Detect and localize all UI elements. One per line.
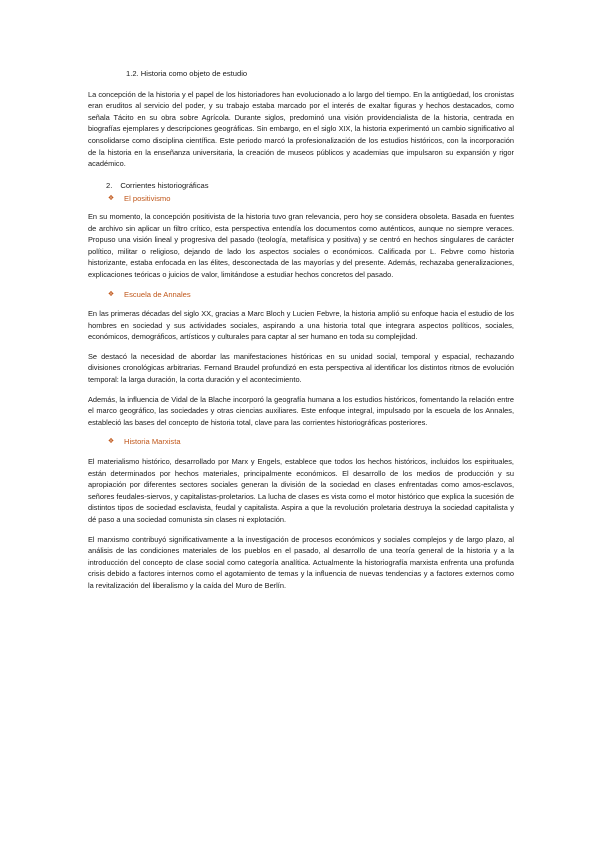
document-body xyxy=(88,68,514,600)
diamond-bullet-icon: ❖ xyxy=(107,195,115,203)
heading-marxista xyxy=(106,436,514,448)
paragraph-positivismo: En su momento, la concepción positivista de la historia tuvo gran relevancia, pero hoy se considera obsoleta. Basada en fuentes de archivo sin aplicar un filtro crítico, esta perspectiva entendía los documentos como auténticos, aunque no siempre veraces. Propuso una visión lineal y progresiva del pasado (teología, metafísica y positiva) y se centró en hechos singulares de carácter político, militar o religioso, dejando de lado los aspectos sociales o económicos. Calificada por L. Febvre como historia historizante, estaba enfocada en las élites, desconectada de las mayorías y del presente. Además, rechazaba generalizaciones, explicaciones teóricas o juicios de valor, limitándose a estudiar hechos concretos del pasado. xyxy=(88,211,514,279)
paragraph-historia-objeto: La concepción de la historia y el papel de los historiadores han evolucionado a lo largo del tiempo. En la antigüedad, los cronistas eran eruditos al servicio del poder, y su trabajo estaba marcado por el interés de exaltar figuras y hechos destacados, como señala Tácito en su obra sobre Agrícola. Durante siglos, predominó una visión providencialista de la historia, centrada en biografías ejemplares y descripciones geográficas. Sin embargo, en el siglo XIX, la historia experimentó un cambio significativo al consolidarse como disciplina científica. Este periodo marcó la profesionalización de los estudios históricos, con la incorporación de la historia en la enseñanza universitaria, la creación de museos públicos y academias que impulsaron su expansión y rigor académico. xyxy=(88,89,514,169)
heading-positivismo xyxy=(106,193,514,205)
paragraph-marxista-2: El marxismo contribuyó significativamente a la investigación de procesos económicos y sociales complejos y de largo plazo, al análisis de las condiciones materiales de los pueblos en el pasado, al desarrollo de una teoría general de la historia y a la introducción del concepto de clase social como categoría analítica. Actualmente la historiografía marxista enfrenta una profunda crisis debido a factores internos como el agotamiento de temas y la influencia de nuevas tendencias y a factores externos como la revitalización del liberalismo y la caída del Muro de Berlín. xyxy=(88,534,514,590)
paragraph-annales-3: Además, la influencia de Vidal de la Blache incorporó la geografía humana a los estudios históricos, fomentando la relación entre el marco geográfico, las sociedades y otras ciencias auxiliares. Este enfoque integral, impulsado por la escuela de los Annales, estableció las bases del concepto de historia total, clave para las corrientes historiográficas posteriores. xyxy=(88,394,514,427)
heading-annales xyxy=(106,289,514,301)
heading-text: El positivismo xyxy=(124,194,171,204)
section-heading-2 xyxy=(106,180,514,192)
heading-text: Escuela de Annales xyxy=(124,289,191,299)
paragraph-marxista-1: El materialismo histórico, desarrollado por Marx y Engels, establece que todos los hechos históricos, incluidos los espirituales, están determinados por hechos materiales, principalmente económicos. El desarrollo de los medios de producción y su apropiación por diferentes sectores sociales generan la división de la sociedad en clases enfrentadas como amos-esclavos, señores feudales-siervos, y capitalistas-proletarios. La lucha de clases es vista como el motor histórico que explica la sucesión de distintos tipos de sociedad esclavista, feudal y capitalista. Aspira a que la revolución proletaria destruya la sociedad capitalista y dé paso a una sociedad comunista sin clases ni explotación. xyxy=(88,457,514,524)
diamond-bullet-icon: ❖ xyxy=(107,290,115,298)
paragraph-annales-1: En las primeras décadas del siglo XX, gracias a Marc Bloch y Lucien Febvre, la historia amplió su enfoque hacia el estudio de los hombres en sociedad y sus actividades sociales, aspirando a una historia total que integrara aspectos políticos, sociales, económicos, demográficos, artísticos y culturales para captar al ser humano en toda su complejidad. xyxy=(88,309,514,342)
section-title: Corrientes historiográficas xyxy=(120,180,209,190)
section-number: 2. xyxy=(106,180,113,190)
paragraph-annales-2: Se destacó la necesidad de abordar las manifestaciones históricas en su unidad social, temporal y espacial, rechazando divisiones cronológicas arbitrarias. Fernand Braudel profundizó en esta perspectiva al identificar los distintos ritmos de evolución temporal: la larga duración, la corta duración y el acontecimiento. xyxy=(88,351,514,385)
heading-text: Historia Marxista xyxy=(124,437,181,447)
section-heading-1-2: 1.2. Historia como objeto de estudio xyxy=(126,69,248,78)
diamond-bullet-icon: ❖ xyxy=(107,438,115,446)
